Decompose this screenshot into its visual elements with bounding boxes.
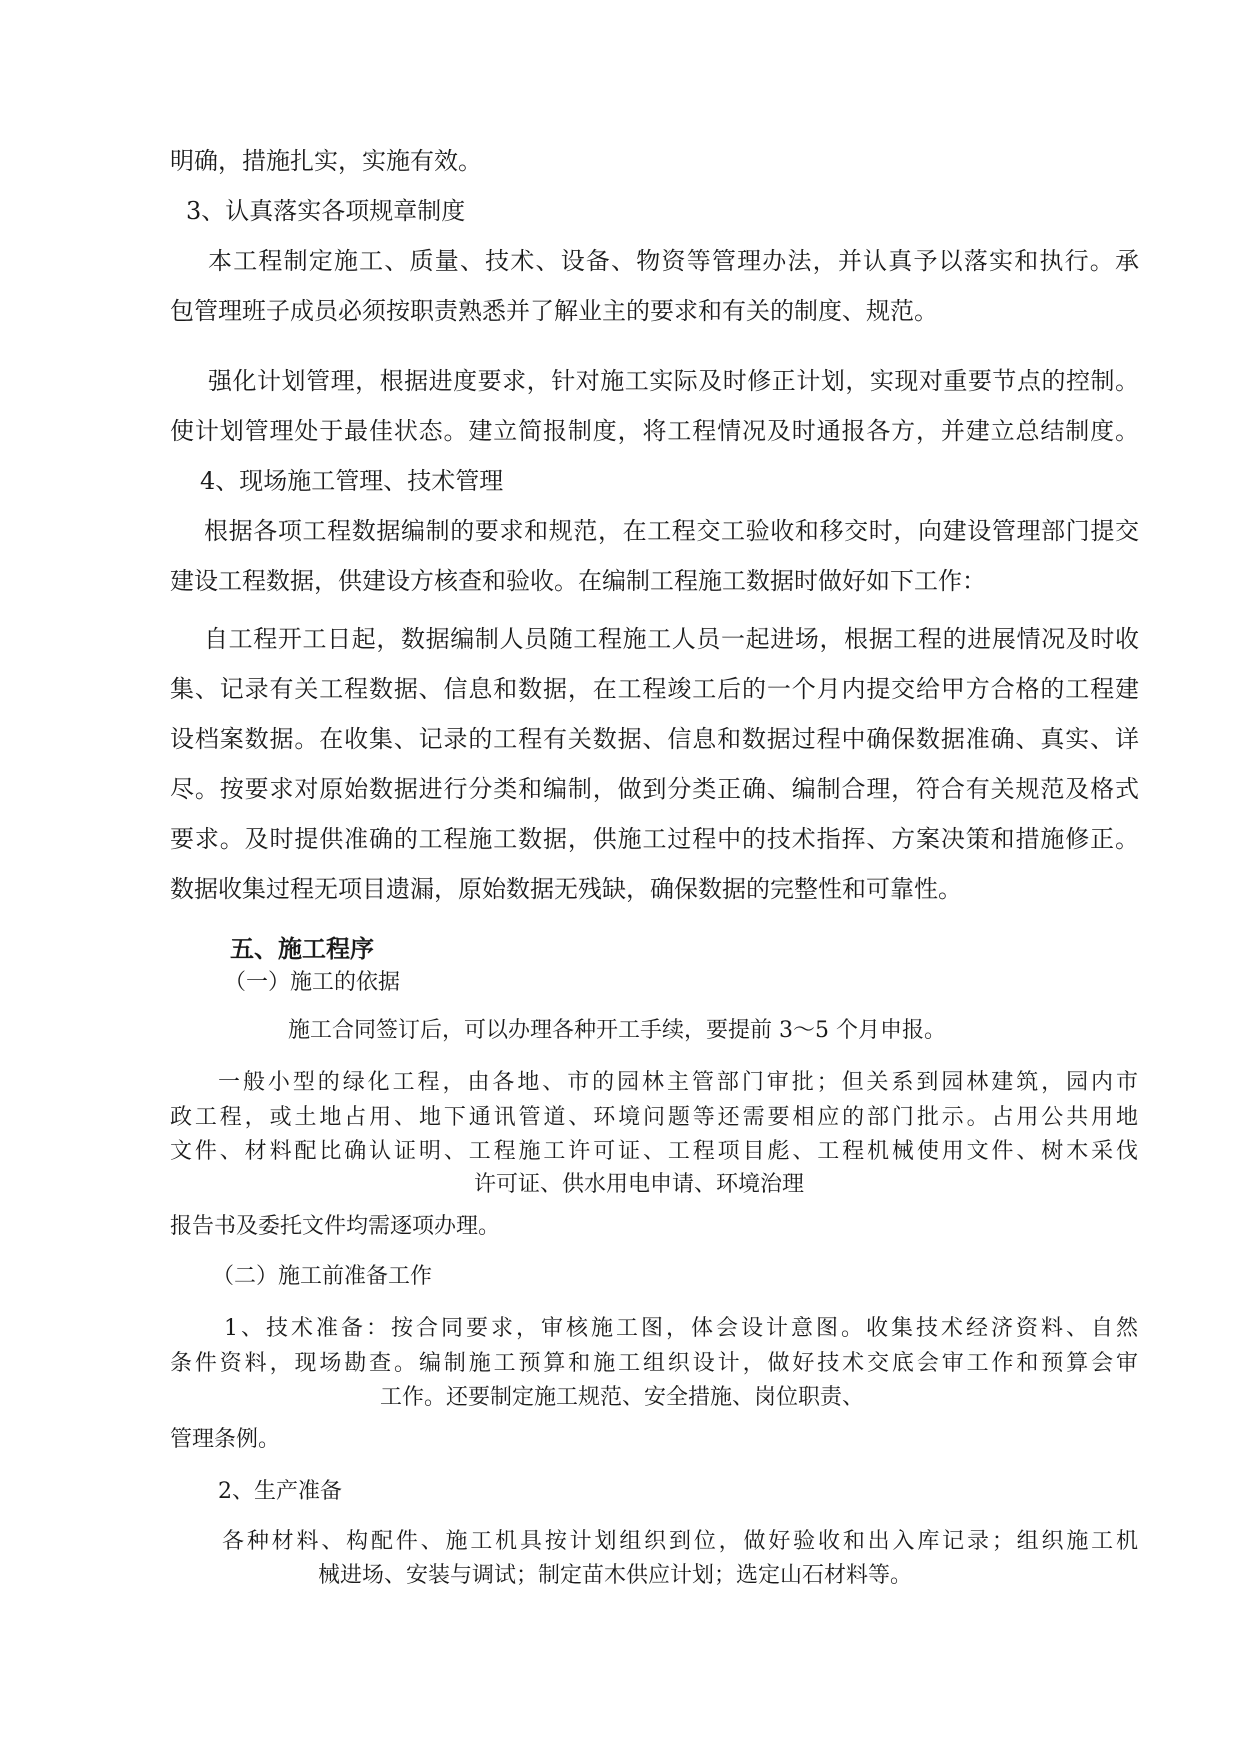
- paragraph-line: 尽。按要求对原始数据进行分类和编制，做到分类正确、编制合理，符合有关规范及格式: [170, 775, 1139, 803]
- paragraph-line: 1、技术准备：按合同要求，审核施工图，体会设计意图。收集技术经济资料、自然: [224, 1316, 1138, 1341]
- section-heading: 4、现场施工管理、技术管理: [200, 467, 504, 495]
- paragraph-line: 根据各项工程数据编制的要求和规范，在工程交工验收和移交时，向建设管理部门提交: [204, 517, 1139, 545]
- paragraph-line: 政工程，或土地占用、地下通讯管道、环境问题等还需要相应的部门批示。占用公共用地: [170, 1105, 1138, 1130]
- subsection-heading: （一）施工的依据: [224, 970, 401, 995]
- paragraph-line: 各种材料、构配件、施工机具按计划组织到位，做好验收和出入库记录；组织施工机: [222, 1529, 1138, 1554]
- subsection-heading: （二）施工前准备工作: [212, 1264, 433, 1289]
- paragraph-line: 许可证、供水用电申请、环境治理: [474, 1172, 805, 1197]
- paragraph-line: 建设工程数据，供建设方核查和验收。在编制工程施工数据时做好如下工作：: [170, 567, 986, 595]
- paragraph-line: 文件、材料配比确认证明、工程施工许可证、工程项目彪、工程机械使用文件、树木采伐: [170, 1139, 1138, 1164]
- paragraph-line: 使计划管理处于最佳状态。建立简报制度，将工程情况及时通报各方，并建立总结制度。: [170, 417, 1139, 445]
- section-heading: 3、认真落实各项规章制度: [186, 197, 466, 225]
- section-heading: 2、生产准备: [218, 1479, 342, 1504]
- paragraph-line: 条件资料，现场勘查。编制施工预算和施工组织设计，做好技术交底会审工作和预算会审: [170, 1351, 1138, 1376]
- paragraph-line: 施工合同签订后，可以办理各种开工手续，要提前 3～5 个月申报。: [288, 1018, 946, 1043]
- paragraph-line: 工作。还要制定施工规范、安全措施、岗位职责、: [380, 1385, 865, 1410]
- paragraph-line: 集、记录有关工程数据、信息和数据，在工程竣工后的一个月内提交给甲方合格的工程建: [170, 675, 1139, 703]
- paragraph-line: 报告书及委托文件均需逐项办理。: [170, 1214, 501, 1239]
- paragraph-line: 明确，措施扎实，实施有效。: [170, 147, 482, 175]
- paragraph-line: 械进场、安装与调试；制定苗木供应计划；选定山石材料等。: [318, 1563, 913, 1588]
- paragraph-line: 强化计划管理，根据进度要求，针对施工实际及时修正计划，实现对重要节点的控制。: [208, 367, 1139, 395]
- paragraph-line: 本工程制定施工、质量、技术、设备、物资等管理办法，并认真予以落实和执行。承: [208, 247, 1139, 275]
- paragraph-line: 自工程开工日起，数据编制人员随工程施工人员一起进场，根据工程的进展情况及时收: [204, 625, 1139, 653]
- paragraph-line: 一般小型的绿化工程，由各地、市的园林主管部门审批；但关系到园林建筑，园内市: [218, 1070, 1138, 1095]
- paragraph-line: 要求。及时提供准确的工程施工数据，供施工过程中的技术指挥、方案决策和措施修正。: [170, 825, 1139, 853]
- paragraph-line: 数据收集过程无项目遗漏，原始数据无残缺，确保数据的完整性和可靠性。: [170, 875, 962, 903]
- paragraph-line: 管理条例。: [170, 1427, 281, 1452]
- paragraph-line: 设档案数据。在收集、记录的工程有关数据、信息和数据过程中确保数据准确、真实、详: [170, 725, 1139, 753]
- chapter-heading: 五、施工程序: [230, 934, 374, 963]
- paragraph-line: 包管理班子成员必须按职责熟悉并了解业主的要求和有关的制度、规范。: [170, 297, 938, 325]
